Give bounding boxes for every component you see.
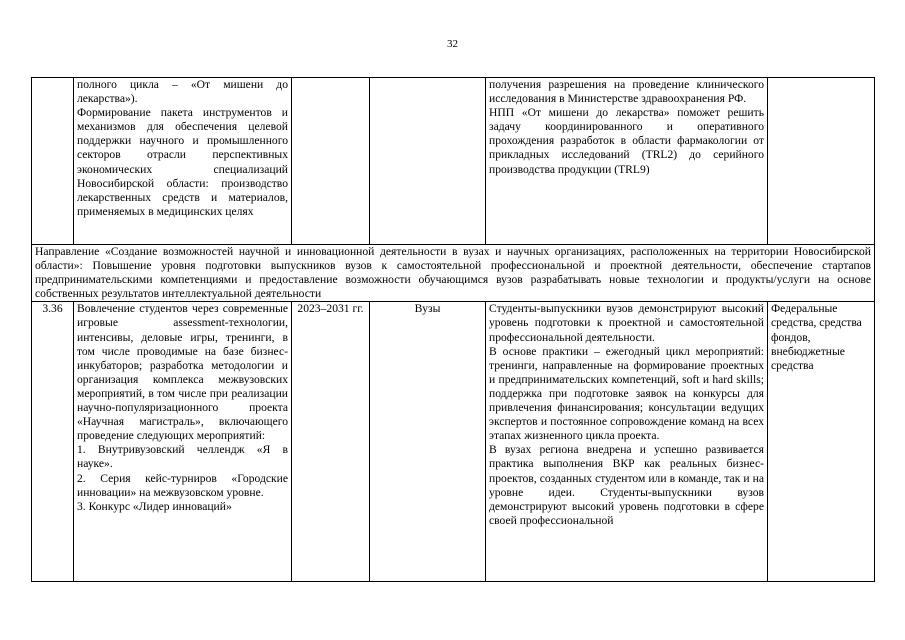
- cell-measure: [74, 302, 292, 582]
- direction-heading: Направление «Создание возможностей научной и инновационной деятельности в вузах и научных организациях, расположенных на территории Новосибирской области»: Повышение уровня подготовки выпускников вузов к самостоятельной профессиональной и проектной деятельности, обеспечение стартапов предпринимательскими компетенциями и предоставление возможности обучающимся вузов разрабатывать новые технологии и продукты/услуги на основе собственных результатов интеллектуальной деятельности: [32, 245, 875, 302]
- result-paragraph: НПП «От мишени до лекарства» поможет решить задачу координированного и оперативного прохождения разработок в области фармакологии от прикладных исследований (TRL2) до серийного производства продукции (TRL9): [489, 106, 764, 176]
- measure-paragraph: 1. Внутривузовский челлендж «Я в науке».: [77, 443, 288, 471]
- measure-paragraph: полного цикла – «От мишени до лекарства»).: [77, 78, 288, 106]
- measure-paragraph: Формирование пакета инструментов и механизмов для обеспечения целевой поддержки научного и промышленного секторов отрасли перспективных экономических специализаций Новосибирской области: производство лекарственных средств и материалов, применяемых в медицинских целях: [77, 106, 288, 218]
- cell-result-continued: [486, 78, 768, 245]
- measure-paragraph: 3. Конкурс «Лидер инноваций»: [77, 499, 232, 513]
- result-paragraph: получения разрешения на проведение клинического исследования в Министерстве здравоохранения РФ.: [489, 78, 764, 106]
- result-paragraph: В вузах региона внедрена и успешно развивается практика выполнения ВКР как реальных бизнес-проектов, созданных студентом или в команде, так и на уровне идеи. Студенты-выпускники вузов демонстрируют высокий уровень подготовки в сфере своей профессиональной: [489, 443, 764, 527]
- cell-number-empty: [32, 78, 74, 245]
- table-row-3-36: [32, 302, 875, 582]
- cell-executors: Вузы: [370, 302, 486, 582]
- cell-number: 3.36: [32, 302, 74, 582]
- measure-paragraph: Вовлечение студентов через современные игровые assessment-технологии, интенсивы, деловые игры, тренинги, в том числе проводимые на базе бизнес-инкубаторов; разработка методологии и организация комплекса межвузовских мероприятий, в том числе при реализации научно-популяризационного проекта «Научная магистраль», включающего проведение следующих мероприятий:: [77, 302, 288, 443]
- cell-funding-empty: [768, 78, 875, 245]
- page-number: 32: [447, 38, 458, 50]
- cell-funding: Федеральные средства, средства фондов, внебюджетные средства: [768, 302, 875, 582]
- cell-measure-continued: [74, 78, 292, 245]
- direction-row: [32, 245, 875, 302]
- measure-paragraph: 2. Серия кейс-турниров «Городские инновации» на межвузовском уровне.: [77, 471, 288, 499]
- measure-content: [77, 302, 288, 581]
- cell-result: [486, 302, 768, 582]
- measures-table: [31, 77, 875, 582]
- table-row-continued: [32, 78, 875, 245]
- result-content: [489, 302, 764, 581]
- result-paragraph: В основе практики – ежегодный цикл мероприятий: тренинги, направленные на формирование проектных и предпринимательских компетенций, soft и hard skills; поддержка при подготовке заявок на конкурсы для привлечения финансирования; консультации ведущих экспертов и постоянное сопровождение команд на всех этапах жизненного цикла проекта.: [489, 344, 764, 443]
- cell-period-empty: [292, 78, 370, 245]
- cell-period: 2023–2031 гг.: [292, 302, 370, 582]
- result-paragraph: Студенты-выпускники вузов демонстрируют высокий уровень подготовки к проектной и самостоятельной профессиональной деятельности.: [489, 302, 764, 344]
- cell-executors-empty: [370, 78, 486, 245]
